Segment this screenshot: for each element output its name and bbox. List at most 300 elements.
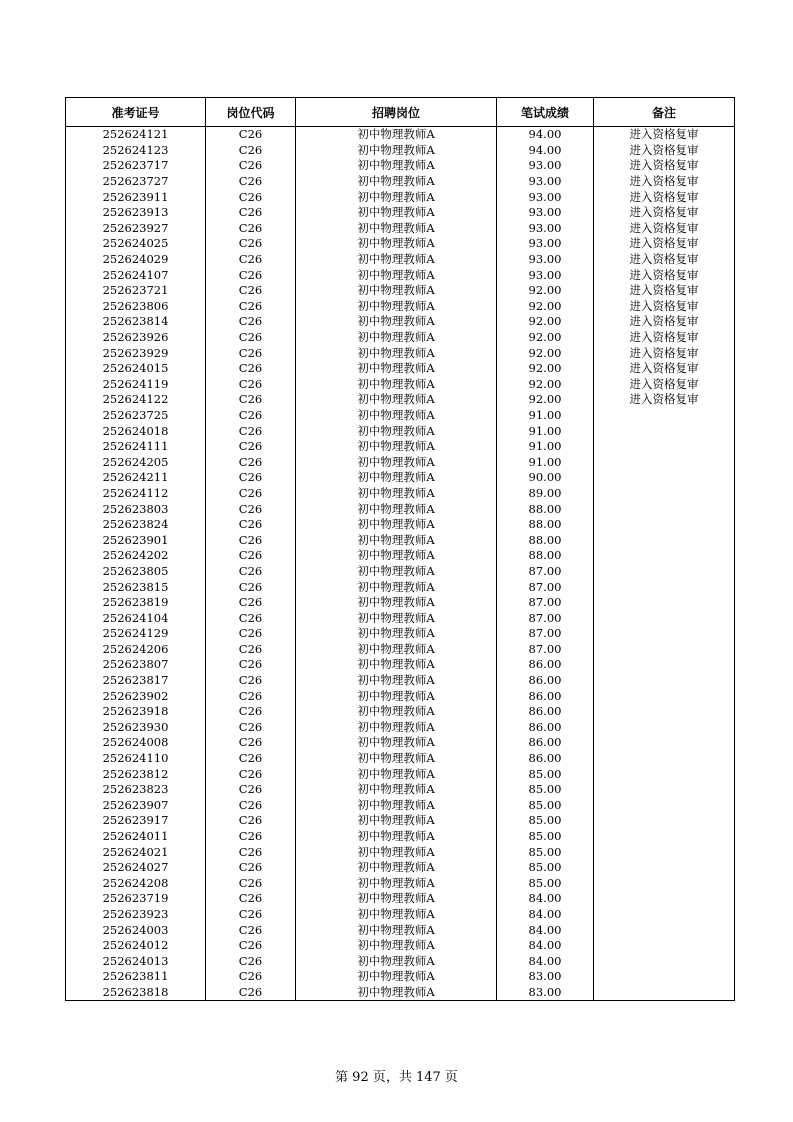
header-written-score: 笔试成绩 <box>497 98 594 127</box>
cell-remark <box>594 922 735 938</box>
cell-post-code: C26 <box>206 735 296 751</box>
table-row <box>66 158 735 174</box>
cell-post-name: 初中物理教师A <box>296 221 497 237</box>
cell-written-score: 88.00 <box>497 532 594 548</box>
cell-post-name: 初中物理教师A <box>296 454 497 470</box>
cell-remark <box>594 517 735 533</box>
table-row <box>66 782 735 798</box>
cell-remark <box>594 798 735 814</box>
cell-exam-id: 252624104 <box>66 610 206 626</box>
cell-post-code: C26 <box>206 798 296 814</box>
cell-exam-id: 252624003 <box>66 922 206 938</box>
cell-remark: 进入资格复审 <box>594 267 735 283</box>
cell-written-score: 93.00 <box>497 267 594 283</box>
header-post-code: 岗位代码 <box>206 98 296 127</box>
cell-exam-id: 252624208 <box>66 876 206 892</box>
cell-post-name: 初中物理教师A <box>296 548 497 564</box>
table-row <box>66 423 735 439</box>
table-row <box>66 579 735 595</box>
cell-remark <box>594 891 735 907</box>
cell-exam-id: 252623902 <box>66 688 206 704</box>
cell-post-name: 初中物理教师A <box>296 579 497 595</box>
cell-exam-id: 252623929 <box>66 345 206 361</box>
cell-remark <box>594 486 735 502</box>
cell-written-score: 93.00 <box>497 221 594 237</box>
table-row <box>66 798 735 814</box>
cell-written-score: 91.00 <box>497 423 594 439</box>
cell-written-score: 91.00 <box>497 454 594 470</box>
score-table <box>65 97 735 1001</box>
table-row <box>66 252 735 268</box>
cell-post-name: 初中物理教师A <box>296 392 497 408</box>
cell-remark <box>594 938 735 954</box>
table-row <box>66 174 735 190</box>
cell-post-name: 初中物理教师A <box>296 189 497 205</box>
cell-post-name: 初中物理教师A <box>296 704 497 720</box>
cell-written-score: 93.00 <box>497 236 594 252</box>
table-row <box>66 345 735 361</box>
cell-exam-id: 252623805 <box>66 564 206 580</box>
cell-post-code: C26 <box>206 922 296 938</box>
cell-post-name: 初中物理教师A <box>296 564 497 580</box>
cell-remark <box>594 860 735 876</box>
table-row <box>66 377 735 393</box>
table-row <box>66 813 735 829</box>
cell-written-score: 88.00 <box>497 517 594 533</box>
cell-exam-id: 252624121 <box>66 127 206 143</box>
cell-post-code: C26 <box>206 174 296 190</box>
cell-written-score: 85.00 <box>497 782 594 798</box>
cell-remark <box>594 408 735 424</box>
table-row <box>66 221 735 237</box>
cell-remark: 进入资格复审 <box>594 252 735 268</box>
cell-post-name: 初中物理教师A <box>296 798 497 814</box>
table-row <box>66 283 735 299</box>
cell-post-name: 初中物理教师A <box>296 517 497 533</box>
cell-remark <box>594 813 735 829</box>
cell-remark: 进入资格复审 <box>594 345 735 361</box>
table-row <box>66 501 735 517</box>
cell-post-code: C26 <box>206 143 296 159</box>
cell-exam-id: 252623814 <box>66 314 206 330</box>
cell-written-score: 85.00 <box>497 860 594 876</box>
cell-post-name: 初中物理教师A <box>296 735 497 751</box>
cell-post-name: 初中物理教师A <box>296 423 497 439</box>
cell-exam-id: 252623907 <box>66 798 206 814</box>
cell-post-code: C26 <box>206 267 296 283</box>
cell-written-score: 85.00 <box>497 798 594 814</box>
table-row <box>66 330 735 346</box>
cell-post-code: C26 <box>206 720 296 736</box>
cell-post-name: 初中物理教师A <box>296 439 497 455</box>
cell-exam-id: 252623812 <box>66 766 206 782</box>
cell-written-score: 87.00 <box>497 595 594 611</box>
cell-written-score: 93.00 <box>497 205 594 221</box>
cell-written-score: 92.00 <box>497 330 594 346</box>
cell-post-code: C26 <box>206 548 296 564</box>
table-row <box>66 891 735 907</box>
table-row <box>66 143 735 159</box>
cell-written-score: 84.00 <box>497 922 594 938</box>
cell-post-code: C26 <box>206 673 296 689</box>
cell-exam-id: 252624206 <box>66 642 206 658</box>
cell-remark <box>594 953 735 969</box>
cell-remark: 进入资格复审 <box>594 221 735 237</box>
cell-remark: 进入资格复审 <box>594 143 735 159</box>
table-row <box>66 844 735 860</box>
cell-written-score: 86.00 <box>497 720 594 736</box>
table-row <box>66 642 735 658</box>
cell-exam-id: 252623911 <box>66 189 206 205</box>
cell-exam-id: 252623806 <box>66 299 206 315</box>
cell-post-code: C26 <box>206 283 296 299</box>
cell-written-score: 86.00 <box>497 751 594 767</box>
cell-post-name: 初中物理教师A <box>296 922 497 938</box>
cell-post-name: 初中物理教师A <box>296 532 497 548</box>
cell-exam-id: 252623923 <box>66 907 206 923</box>
cell-written-score: 84.00 <box>497 953 594 969</box>
cell-written-score: 91.00 <box>497 439 594 455</box>
cell-written-score: 92.00 <box>497 314 594 330</box>
cell-written-score: 94.00 <box>497 143 594 159</box>
cell-post-name: 初中物理教师A <box>296 314 497 330</box>
header-post-name: 招聘岗位 <box>296 98 497 127</box>
table-row <box>66 985 735 1001</box>
cell-post-code: C26 <box>206 860 296 876</box>
header-row <box>66 98 735 127</box>
cell-written-score: 92.00 <box>497 377 594 393</box>
cell-post-code: C26 <box>206 907 296 923</box>
cell-post-code: C26 <box>206 330 296 346</box>
table-row <box>66 922 735 938</box>
cell-post-code: C26 <box>206 423 296 439</box>
cell-exam-id: 252624112 <box>66 486 206 502</box>
cell-written-score: 86.00 <box>497 688 594 704</box>
cell-written-score: 84.00 <box>497 907 594 923</box>
cell-post-name: 初中物理教师A <box>296 626 497 642</box>
cell-exam-id: 252623930 <box>66 720 206 736</box>
cell-post-code: C26 <box>206 205 296 221</box>
cell-written-score: 92.00 <box>497 283 594 299</box>
table-row <box>66 673 735 689</box>
cell-written-score: 88.00 <box>497 548 594 564</box>
cell-exam-id: 252624012 <box>66 938 206 954</box>
cell-remark <box>594 610 735 626</box>
cell-exam-id: 252623725 <box>66 408 206 424</box>
cell-post-name: 初中物理教师A <box>296 143 497 159</box>
cell-exam-id: 252623819 <box>66 595 206 611</box>
cell-post-name: 初中物理教师A <box>296 408 497 424</box>
cell-post-code: C26 <box>206 813 296 829</box>
cell-post-code: C26 <box>206 844 296 860</box>
cell-remark <box>594 720 735 736</box>
cell-remark: 进入资格复审 <box>594 330 735 346</box>
cell-remark <box>594 595 735 611</box>
cell-written-score: 86.00 <box>497 657 594 673</box>
cell-exam-id: 252623823 <box>66 782 206 798</box>
table-row <box>66 236 735 252</box>
cell-post-name: 初中物理教师A <box>296 953 497 969</box>
cell-remark: 进入资格复审 <box>594 361 735 377</box>
table-row <box>66 657 735 673</box>
cell-post-name: 初中物理教师A <box>296 236 497 252</box>
cell-exam-id: 252623727 <box>66 174 206 190</box>
cell-post-code: C26 <box>206 517 296 533</box>
cell-remark: 进入资格复审 <box>594 377 735 393</box>
cell-remark: 进入资格复审 <box>594 158 735 174</box>
cell-post-name: 初中物理教师A <box>296 673 497 689</box>
cell-written-score: 87.00 <box>497 642 594 658</box>
cell-post-code: C26 <box>206 953 296 969</box>
cell-post-code: C26 <box>206 345 296 361</box>
cell-exam-id: 252623717 <box>66 158 206 174</box>
cell-remark <box>594 844 735 860</box>
cell-written-score: 83.00 <box>497 969 594 985</box>
cell-remark <box>594 532 735 548</box>
header-remark: 备注 <box>594 98 735 127</box>
cell-post-name: 初中物理教师A <box>296 751 497 767</box>
cell-written-score: 92.00 <box>497 299 594 315</box>
cell-written-score: 85.00 <box>497 844 594 860</box>
table-row <box>66 532 735 548</box>
cell-exam-id: 252623721 <box>66 283 206 299</box>
cell-remark <box>594 470 735 486</box>
cell-post-name: 初中物理教师A <box>296 844 497 860</box>
cell-remark: 进入资格复审 <box>594 283 735 299</box>
cell-exam-id: 252623927 <box>66 221 206 237</box>
cell-remark: 进入资格复审 <box>594 392 735 408</box>
cell-post-name: 初中物理教师A <box>296 205 497 221</box>
cell-exam-id: 252624015 <box>66 361 206 377</box>
table-row <box>66 610 735 626</box>
cell-exam-id: 252624205 <box>66 454 206 470</box>
cell-post-code: C26 <box>206 626 296 642</box>
cell-written-score: 85.00 <box>497 813 594 829</box>
cell-post-code: C26 <box>206 891 296 907</box>
cell-exam-id: 252624202 <box>66 548 206 564</box>
cell-remark <box>594 673 735 689</box>
cell-written-score: 86.00 <box>497 704 594 720</box>
cell-remark: 进入资格复审 <box>594 127 735 143</box>
cell-post-code: C26 <box>206 470 296 486</box>
cell-post-code: C26 <box>206 595 296 611</box>
table-row <box>66 205 735 221</box>
table-row <box>66 564 735 580</box>
cell-remark <box>594 782 735 798</box>
cell-exam-id: 252623901 <box>66 532 206 548</box>
cell-remark <box>594 439 735 455</box>
cell-post-code: C26 <box>206 938 296 954</box>
cell-written-score: 83.00 <box>497 985 594 1001</box>
cell-post-name: 初中物理教师A <box>296 158 497 174</box>
cell-post-code: C26 <box>206 299 296 315</box>
cell-written-score: 87.00 <box>497 564 594 580</box>
table-row <box>66 408 735 424</box>
cell-exam-id: 252623807 <box>66 657 206 673</box>
table-row <box>66 907 735 923</box>
cell-post-name: 初中物理教师A <box>296 813 497 829</box>
cell-post-code: C26 <box>206 501 296 517</box>
cell-exam-id: 252624021 <box>66 844 206 860</box>
table-row <box>66 314 735 330</box>
cell-written-score: 93.00 <box>497 252 594 268</box>
cell-written-score: 84.00 <box>497 891 594 907</box>
cell-post-name: 初中物理教师A <box>296 766 497 782</box>
cell-written-score: 92.00 <box>497 392 594 408</box>
table-row <box>66 688 735 704</box>
table-row <box>66 454 735 470</box>
cell-written-score: 88.00 <box>497 501 594 517</box>
cell-post-name: 初中物理教师A <box>296 876 497 892</box>
cell-written-score: 89.00 <box>497 486 594 502</box>
cell-written-score: 86.00 <box>497 735 594 751</box>
cell-post-code: C26 <box>206 486 296 502</box>
table-row <box>66 392 735 408</box>
table-row <box>66 626 735 642</box>
cell-post-code: C26 <box>206 642 296 658</box>
cell-exam-id: 252623926 <box>66 330 206 346</box>
cell-remark <box>594 735 735 751</box>
cell-exam-id: 252624107 <box>66 267 206 283</box>
cell-exam-id: 252623803 <box>66 501 206 517</box>
header-exam-id: 准考证号 <box>66 98 206 127</box>
cell-remark <box>594 766 735 782</box>
cell-exam-id: 252623913 <box>66 205 206 221</box>
cell-exam-id: 252623817 <box>66 673 206 689</box>
table-row <box>66 938 735 954</box>
table-row <box>66 267 735 283</box>
cell-written-score: 90.00 <box>497 470 594 486</box>
cell-post-name: 初中物理教师A <box>296 174 497 190</box>
cell-remark <box>594 907 735 923</box>
cell-post-name: 初中物理教师A <box>296 252 497 268</box>
cell-post-name: 初中物理教师A <box>296 657 497 673</box>
cell-exam-id: 252624111 <box>66 439 206 455</box>
cell-post-name: 初中物理教师A <box>296 501 497 517</box>
cell-exam-id: 252624011 <box>66 829 206 845</box>
cell-post-code: C26 <box>206 454 296 470</box>
table-row <box>66 704 735 720</box>
cell-exam-id: 252623824 <box>66 517 206 533</box>
table-row <box>66 486 735 502</box>
cell-post-name: 初中物理教师A <box>296 891 497 907</box>
cell-post-code: C26 <box>206 377 296 393</box>
table-row <box>66 735 735 751</box>
cell-post-name: 初中物理教师A <box>296 829 497 845</box>
table-row <box>66 127 735 143</box>
cell-exam-id: 252623818 <box>66 985 206 1001</box>
cell-post-name: 初中物理教师A <box>296 267 497 283</box>
cell-written-score: 87.00 <box>497 626 594 642</box>
cell-exam-id: 252624110 <box>66 751 206 767</box>
cell-exam-id: 252623918 <box>66 704 206 720</box>
cell-post-name: 初中物理教师A <box>296 720 497 736</box>
page-footer: 第 92 页，共 147 页 <box>335 1070 458 1085</box>
cell-exam-id: 252624029 <box>66 252 206 268</box>
cell-exam-id: 252623815 <box>66 579 206 595</box>
cell-post-code: C26 <box>206 985 296 1001</box>
cell-post-name: 初中物理教师A <box>296 361 497 377</box>
cell-post-code: C26 <box>206 408 296 424</box>
cell-post-code: C26 <box>206 314 296 330</box>
cell-post-name: 初中物理教师A <box>296 595 497 611</box>
cell-remark: 进入资格复审 <box>594 189 735 205</box>
cell-remark <box>594 969 735 985</box>
cell-post-name: 初中物理教师A <box>296 938 497 954</box>
cell-post-name: 初中物理教师A <box>296 782 497 798</box>
cell-post-code: C26 <box>206 532 296 548</box>
table-row <box>66 595 735 611</box>
table-row <box>66 829 735 845</box>
cell-post-code: C26 <box>206 579 296 595</box>
cell-post-name: 初中物理教师A <box>296 470 497 486</box>
cell-written-score: 85.00 <box>497 829 594 845</box>
cell-post-code: C26 <box>206 688 296 704</box>
cell-written-score: 85.00 <box>497 876 594 892</box>
cell-post-name: 初中物理教师A <box>296 299 497 315</box>
cell-remark <box>594 688 735 704</box>
cell-post-code: C26 <box>206 782 296 798</box>
cell-exam-id: 252623719 <box>66 891 206 907</box>
table-row <box>66 876 735 892</box>
cell-post-name: 初中物理教师A <box>296 377 497 393</box>
table-header <box>66 98 735 127</box>
cell-written-score: 87.00 <box>497 610 594 626</box>
cell-written-score: 91.00 <box>497 408 594 424</box>
cell-post-code: C26 <box>206 361 296 377</box>
cell-remark <box>594 579 735 595</box>
cell-post-code: C26 <box>206 392 296 408</box>
cell-post-name: 初中物理教师A <box>296 330 497 346</box>
table-row <box>66 766 735 782</box>
cell-exam-id: 252623917 <box>66 813 206 829</box>
cell-written-score: 92.00 <box>497 345 594 361</box>
cell-post-code: C26 <box>206 158 296 174</box>
cell-post-name: 初中物理教师A <box>296 688 497 704</box>
cell-post-name: 初中物理教师A <box>296 283 497 299</box>
cell-post-code: C26 <box>206 829 296 845</box>
cell-written-score: 93.00 <box>497 189 594 205</box>
cell-exam-id: 252624211 <box>66 470 206 486</box>
cell-post-code: C26 <box>206 704 296 720</box>
cell-post-code: C26 <box>206 969 296 985</box>
cell-post-code: C26 <box>206 657 296 673</box>
table-body <box>66 127 735 1001</box>
table-row <box>66 299 735 315</box>
cell-post-code: C26 <box>206 236 296 252</box>
cell-written-score: 87.00 <box>497 579 594 595</box>
table-row <box>66 548 735 564</box>
cell-written-score: 93.00 <box>497 158 594 174</box>
cell-post-name: 初中物理教师A <box>296 860 497 876</box>
cell-exam-id: 252624119 <box>66 377 206 393</box>
table-row <box>66 361 735 377</box>
cell-post-code: C26 <box>206 751 296 767</box>
cell-post-name: 初中物理教师A <box>296 610 497 626</box>
cell-post-name: 初中物理教师A <box>296 486 497 502</box>
cell-post-code: C26 <box>206 610 296 626</box>
cell-post-code: C26 <box>206 127 296 143</box>
table-row <box>66 860 735 876</box>
table-row <box>66 953 735 969</box>
cell-written-score: 93.00 <box>497 174 594 190</box>
cell-written-score: 94.00 <box>497 127 594 143</box>
cell-remark <box>594 564 735 580</box>
cell-post-code: C26 <box>206 439 296 455</box>
cell-exam-id: 252624025 <box>66 236 206 252</box>
cell-post-name: 初中物理教师A <box>296 907 497 923</box>
cell-post-code: C26 <box>206 564 296 580</box>
